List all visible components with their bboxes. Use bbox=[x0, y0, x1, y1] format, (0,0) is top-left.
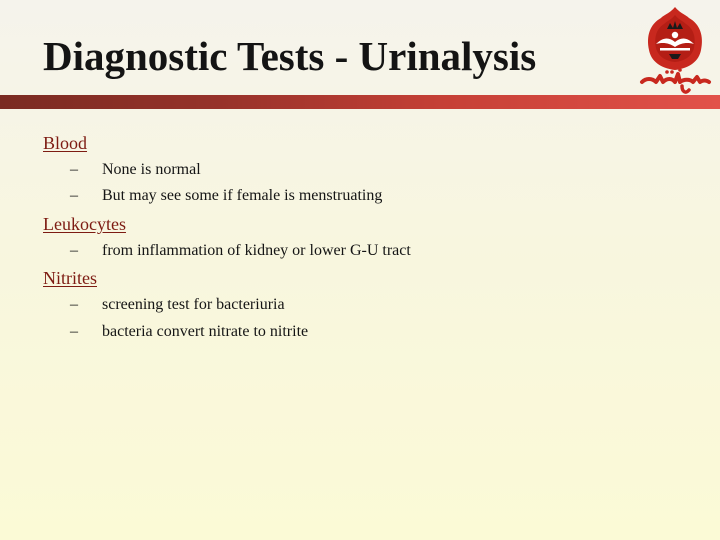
bullet-text: screening test for bacteriuria bbox=[102, 296, 285, 313]
bullet-text: from inflammation of kidney or lower G-U tract bbox=[102, 242, 411, 259]
dash-marker: – bbox=[70, 242, 78, 259]
bullet-nitrites-2 bbox=[70, 322, 308, 342]
heading-leukocytes: Leukocytes bbox=[43, 214, 126, 234]
heading-blood: Blood bbox=[43, 133, 88, 153]
dash-marker: – bbox=[70, 323, 78, 340]
dash-marker: – bbox=[70, 296, 78, 313]
slide-title: Diagnostic Tests - Urinalysis bbox=[43, 33, 537, 79]
dash-marker: – bbox=[70, 161, 78, 178]
dash-marker: – bbox=[70, 187, 78, 204]
bullet-nitrites-1 bbox=[70, 295, 285, 315]
bullet-leukocytes-1 bbox=[70, 241, 411, 261]
bullet-text: But may see some if female is menstruating bbox=[102, 187, 383, 204]
bullet-blood-2 bbox=[70, 186, 382, 206]
bullet-blood-1 bbox=[70, 160, 201, 180]
bullet-text: None is normal bbox=[102, 161, 201, 178]
heading-nitrites: Nitrites bbox=[43, 268, 97, 288]
bullet-text: bacteria convert nitrate to nitrite bbox=[102, 323, 309, 340]
